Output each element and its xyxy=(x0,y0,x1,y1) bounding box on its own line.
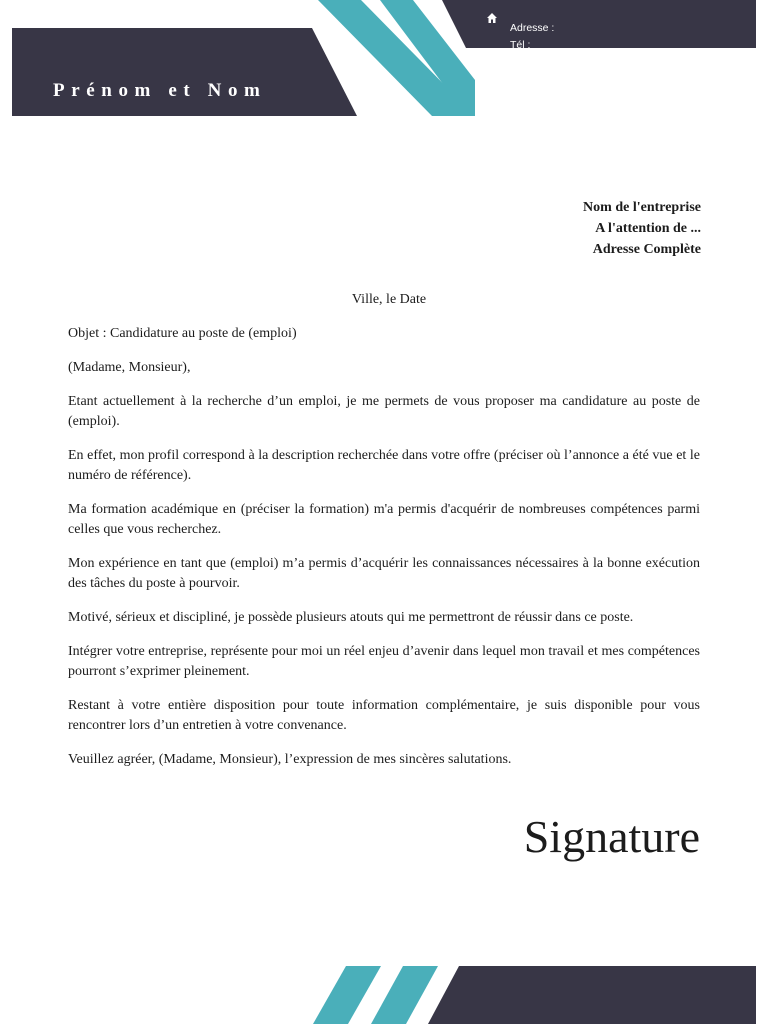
letter-subject: Objet : Candidature au poste de (emploi) xyxy=(68,326,297,341)
letter-paragraph: Etant actuellement à la recherche d’un emploi, je me permets de vous proposer ma candidature au poste de (emploi). xyxy=(68,394,700,429)
footer-dark-banner xyxy=(428,966,756,1024)
letter-paragraph: Motivé, sérieux et discipliné, je possède plusieurs atouts qui me permettront de réussir dans ce poste. xyxy=(68,610,634,625)
recipient-block xyxy=(583,197,701,260)
footer-teal-stripe-1 xyxy=(313,966,381,1024)
header-contact-banner xyxy=(442,0,756,48)
letter-paragraph: Ma formation académique en (préciser la formation) m'a permis d'acquérir de nombreuses compétences parmi celles que vous recherchez. xyxy=(68,502,700,537)
letter-body xyxy=(68,324,700,784)
recipient-attention: A l'attention de ... xyxy=(595,221,701,236)
letter-closing: Veuillez agréer, (Madame, Monsieur), l’expression de mes sincères salutations. xyxy=(68,752,512,767)
letter-paragraph: En effet, mon profil correspond à la description recherchée dans votre offre (préciser où l’annonce a été vue et le numéro de référence). xyxy=(68,448,700,483)
home-icon xyxy=(486,12,498,24)
recipient-address: Adresse Complète xyxy=(592,242,701,257)
recipient-company: Nom de l'entreprise xyxy=(583,200,701,215)
footer-teal-stripe-2 xyxy=(371,966,438,1024)
candidate-name: Prénom et Nom xyxy=(53,80,267,101)
date-line: Ville, le Date xyxy=(351,292,427,307)
header-decoration xyxy=(0,0,768,140)
header-name-banner xyxy=(12,28,357,116)
letter-salutation: (Madame, Monsieur), xyxy=(68,360,191,375)
letter-paragraph: Intégrer votre entreprise, représente pour moi un réel enjeu d’avenir dans lequel mon travail et mes compétences pourront s’exprimer pleinement. xyxy=(68,644,700,679)
signature: Signature xyxy=(523,811,700,862)
phone-label: Tél : xyxy=(510,39,531,51)
letter-paragraph: Mon expérience en tant que (emploi) m’a permis d’acquérir les connaissances nécessaires à la bonne exécution des tâches du poste à pourvoir. xyxy=(68,556,700,591)
address-label: Adresse : xyxy=(510,22,555,34)
letter-paragraph: Restant à votre entière disposition pour toute information complémentaire, je suis disponible pour vous rencontrer lors d’un entretien à votre convenance. xyxy=(68,698,700,733)
